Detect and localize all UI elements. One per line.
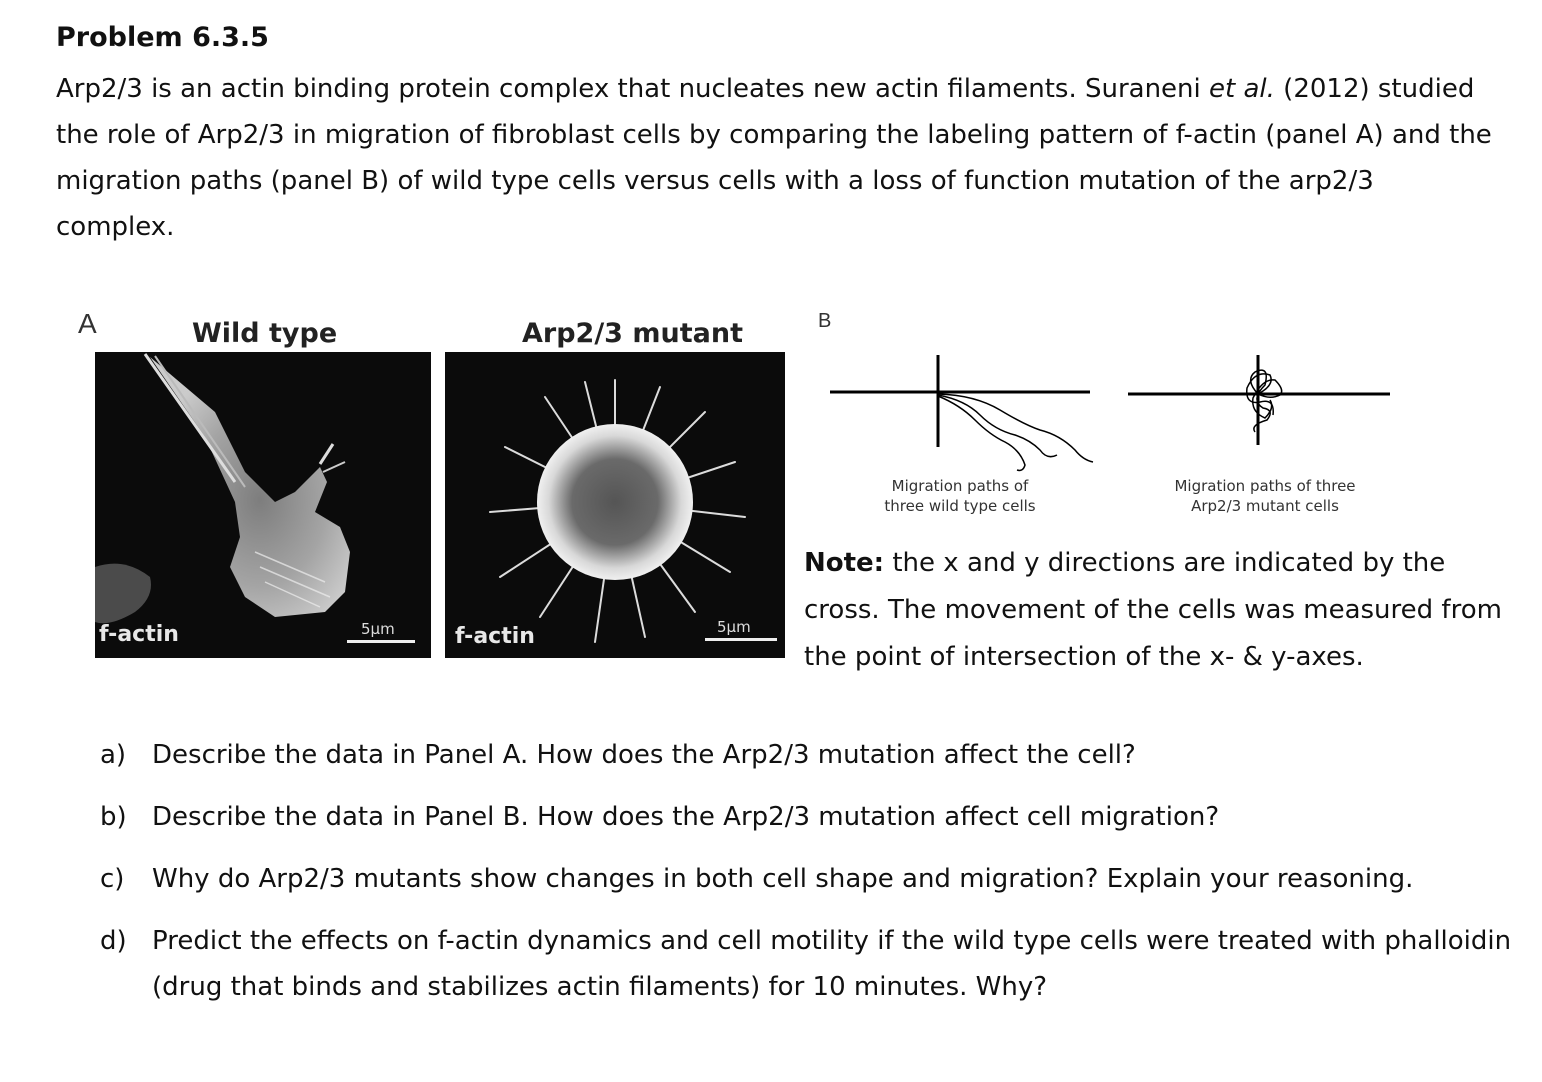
question-label: a)	[100, 740, 127, 770]
question-text: Predict the effects on f-actin dynamics and cell motility if the wild type cells were treated with phalloidin (drug that binds and stabilizes actin filaments) for 10 minutes. Why?	[152, 926, 1512, 1002]
mut-caption-line1: Migration paths of three	[1174, 477, 1356, 495]
arp23-mutant-title: Arp2/3 mutant	[522, 318, 743, 349]
wild-type-scale-bar	[347, 640, 415, 643]
question-item	[100, 918, 1520, 1010]
mutant-scale-label: 5μm	[717, 618, 751, 636]
question-item	[100, 856, 1520, 902]
question-text: Describe the data in Panel B. How does the Arp2/3 mutation affect cell migration?	[152, 802, 1220, 832]
question-item	[100, 794, 1520, 840]
mutant-migration-plot	[1125, 350, 1395, 475]
problem-intro	[56, 66, 1496, 250]
mut-caption-line2: Arp2/3 mutant cells	[1191, 497, 1339, 515]
mutant-migration-caption	[1140, 476, 1390, 516]
wt-caption-line1: Migration paths of	[891, 477, 1029, 495]
wild-type-cell-image	[95, 352, 431, 658]
note-text: the x and y directions are indicated by the cross. The movement of the cells was measured from the point of intersection of the x- & y-axes.	[804, 548, 1502, 672]
note-label: Note:	[804, 548, 885, 578]
wt-path-1	[938, 394, 1093, 462]
wild-type-stain-label: f-actin	[99, 622, 179, 647]
mutant-stain-label: f-actin	[455, 624, 535, 649]
question-label: b)	[100, 802, 127, 832]
wild-type-micrograph	[95, 352, 431, 658]
panel-a-letter: A	[78, 308, 97, 339]
wild-type-migration-plot	[825, 350, 1115, 475]
wild-type-title: Wild type	[192, 318, 338, 349]
problem-title: Problem 6.3.5	[56, 22, 269, 53]
question-list	[100, 732, 1520, 1026]
question-item	[100, 732, 1520, 778]
intro-text-1: Arp2/3 is an actin binding protein complex that nucleates new actin filaments. Suraneni	[56, 74, 1210, 104]
mutant-cell-image	[445, 352, 785, 658]
intro-text-2: (2012) studied the role of Arp2/3 in migration of fibroblast cells by comparing the labeling pattern of f-actin (panel A) and the migration paths (panel B) of wild type cells versus cells with a loss of function mutation of the arp2/3 complex.	[56, 74, 1492, 242]
mutant-scale-bar	[705, 638, 777, 641]
wild-type-scale-label: 5μm	[361, 620, 395, 638]
mutant-micrograph	[445, 352, 785, 658]
question-text: Describe the data in Panel A. How does the Arp2/3 mutation affect the cell?	[152, 740, 1136, 770]
wt-caption-line2: three wild type cells	[884, 497, 1036, 515]
panel-b-note	[804, 540, 1504, 681]
question-label: c)	[100, 864, 125, 894]
panel-b-letter: B	[818, 310, 832, 332]
wt-path-3	[938, 396, 1025, 470]
question-text: Why do Arp2/3 mutants show changes in both cell shape and migration? Explain your reasoning.	[152, 864, 1414, 894]
question-label: d)	[100, 926, 127, 956]
wild-type-migration-caption	[845, 476, 1075, 516]
intro-italic: et al.	[1209, 74, 1275, 104]
